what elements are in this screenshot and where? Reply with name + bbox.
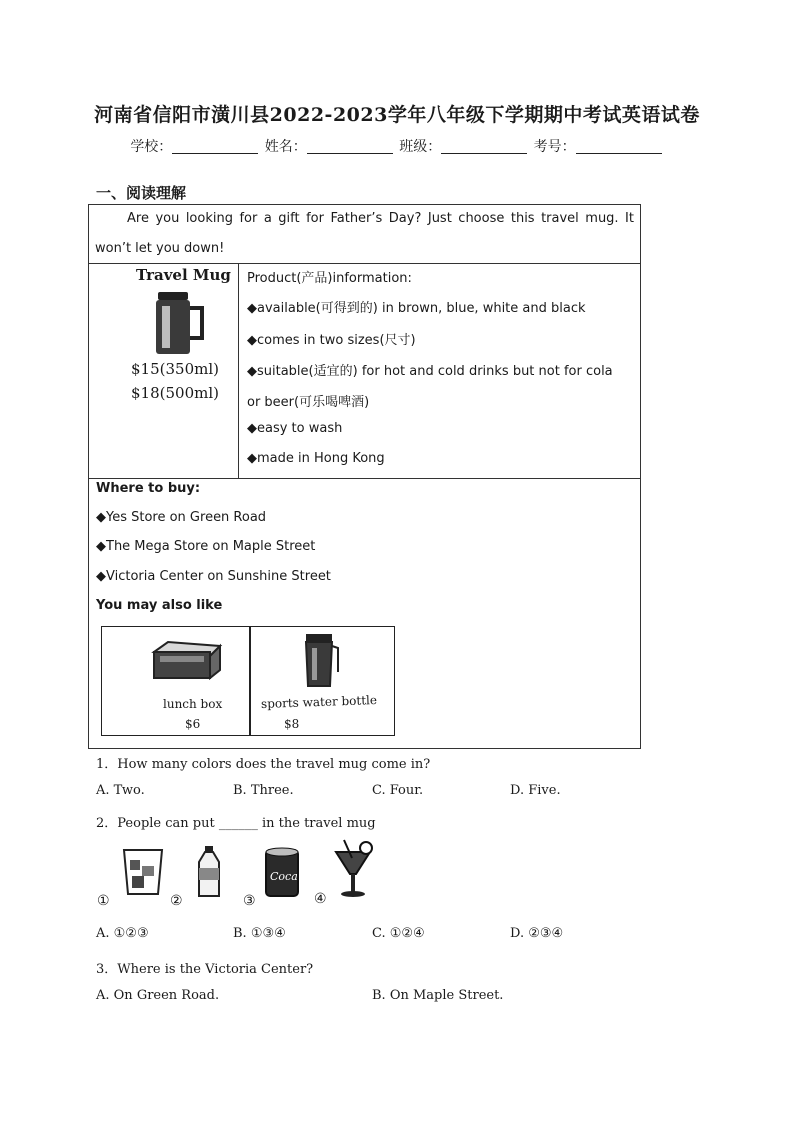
product-item: ◆easy to wash bbox=[247, 421, 343, 436]
question-1-option-c[interactable]: C. Four. bbox=[372, 783, 424, 798]
travel-mug-icon bbox=[148, 286, 208, 358]
lunch-box-label: lunch box bbox=[163, 697, 223, 711]
plastic-bottle-icon bbox=[195, 844, 223, 900]
question-3-option-a[interactable]: A. On Green Road. bbox=[96, 988, 220, 1003]
cocktail-glass-icon bbox=[330, 838, 376, 900]
product-item: ◆comes in two sizes(尺寸) bbox=[247, 333, 416, 348]
section-title: 一、阅读理解 bbox=[96, 184, 187, 202]
question-2-option-c[interactable]: C. ①②④ bbox=[372, 926, 425, 941]
water-bottle-price: $8 bbox=[284, 717, 300, 731]
price-small: $15(350ml) bbox=[131, 360, 219, 378]
store-item: ◆Victoria Center on Sunshine Street bbox=[96, 569, 331, 584]
also-like-heading: You may also like bbox=[96, 598, 223, 613]
lunch-box-icon bbox=[148, 638, 224, 682]
class-label: 班级： bbox=[399, 139, 442, 155]
exam-number-blank[interactable] bbox=[576, 139, 662, 154]
student-info-line bbox=[0, 136, 794, 156]
product-item: ◆available(可得到的) in brown, blue, white and black bbox=[247, 301, 586, 316]
question-2-option-a[interactable]: A. ①②③ bbox=[96, 926, 149, 941]
glass-of-ice-icon bbox=[118, 846, 168, 898]
question-1-option-b[interactable]: B. Three. bbox=[233, 783, 294, 798]
class-blank[interactable] bbox=[441, 139, 527, 154]
product-item: ◆made in Hong Kong bbox=[247, 451, 385, 466]
water-bottle-label: sports water bottle bbox=[260, 692, 378, 712]
question-1-option-d[interactable]: D. Five. bbox=[510, 783, 561, 798]
picture-label-4: ④ bbox=[314, 891, 327, 907]
school-blank[interactable] bbox=[172, 139, 258, 154]
product-heading: Product(产品)information: bbox=[247, 271, 412, 286]
cola-can-text: Coca bbox=[270, 870, 298, 883]
product-item: ◆suitable(适宜的) for hot and cold drinks but not for cola bbox=[247, 364, 613, 379]
water-bottle-icon bbox=[300, 632, 342, 688]
intro-text: Are you looking for a gift for Father’s Day? Just choose this travel mug. It won’t let you down! bbox=[95, 211, 634, 256]
question-2-option-b[interactable]: B. ①③④ bbox=[233, 926, 286, 941]
travel-mug-title: Travel Mug bbox=[136, 266, 231, 284]
lunch-box-price: $6 bbox=[185, 717, 201, 731]
question-1-option-a[interactable]: A. Two. bbox=[96, 783, 145, 798]
question-3-stem: 3．Where is the Victoria Center? bbox=[96, 962, 314, 977]
question-1-stem: 1．How many colors does the travel mug come in? bbox=[96, 757, 431, 772]
table-divider bbox=[88, 478, 641, 479]
picture-label-1: ① bbox=[97, 893, 110, 909]
page-title: 河南省信阳市潢川县2022-2023学年八年级下学期期中考试英语试卷 bbox=[94, 104, 700, 126]
question-2-stem: 2．People can put ______ in the travel mug bbox=[96, 816, 376, 831]
name-blank[interactable] bbox=[307, 139, 393, 154]
exam-number-label: 考号： bbox=[533, 139, 576, 155]
also-like-divider bbox=[249, 626, 251, 736]
store-item: ◆Yes Store on Green Road bbox=[96, 510, 267, 525]
name-label: 姓名： bbox=[264, 139, 307, 155]
school-label: 学校： bbox=[130, 139, 173, 155]
question-3-option-b[interactable]: B. On Maple Street. bbox=[372, 988, 504, 1003]
question-2-option-d[interactable]: D. ②③④ bbox=[510, 926, 564, 941]
picture-label-3: ③ bbox=[243, 893, 256, 909]
also-like-box bbox=[101, 626, 395, 736]
cola-can-icon bbox=[262, 846, 302, 900]
price-large: $18(500ml) bbox=[131, 384, 219, 402]
passage-intro bbox=[88, 204, 641, 264]
store-item: ◆The Mega Store on Maple Street bbox=[96, 539, 316, 554]
picture-label-2: ② bbox=[170, 893, 183, 909]
where-heading: Where to buy: bbox=[96, 481, 201, 496]
product-item: or beer(可乐喝啤酒) bbox=[247, 395, 370, 410]
